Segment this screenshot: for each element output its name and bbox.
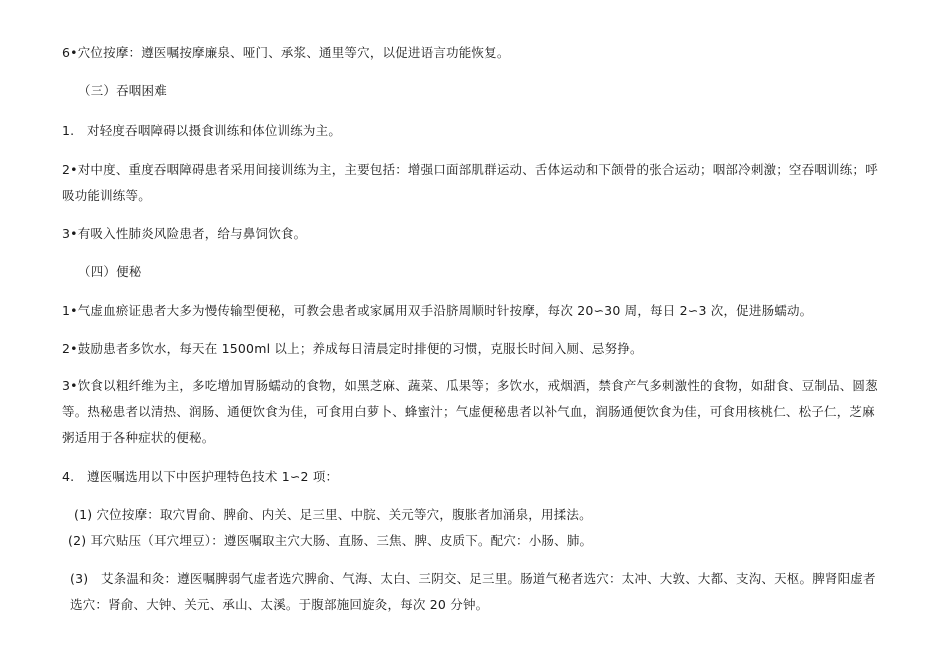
paragraph-constipation-3: 3•饮食以粗纤维为主，多吃增加胃肠蠕动的食物，如黑芝麻、蔬菜、瓜果等；多饮水，戒烟酒，禁食产气多刺激性的食物，如甜食、豆制品、圆葱等。热秘患者以清热、润肠、通便饮食为佳，可食用白萝卜、蜂蜜汁；气虚便秘患者以补气血，润肠通便饮食为佳，可食用核桃仁、松子仁，芝麻粥适用于各种症状的便秘。	[62, 378, 878, 445]
section-heading-dysphagia: （三）吞咽困难	[78, 83, 167, 98]
technique-3-moxibustion: (3) 艾条温和灸：遵医嘱脾弱气虚者选穴脾俞、气海、太白、三阴交、足三里。肠道气秘者选穴：太冲、大敦、大都、支沟、天枢。脾肾阳虚者选穴：肾俞、大钟、关元、承山、太溪。于腹部施回旋灸，每次 20 分钟。	[70, 571, 876, 612]
paragraph-constipation-2: 2•鼓励患者多饮水，每天在 1500ml 以上；养成每日清晨定时排便的习惯，克服长时间入厕、忌努挣。	[62, 341, 643, 356]
technique-2-ear-acupressure: (2) 耳穴贴压（耳穴埋豆）：遵医嘱取主穴大肠、直肠、三焦、脾、皮质下。配穴：小肠、肺。	[68, 533, 593, 548]
paragraph-constipation-4: 4. 遵医嘱选用以下中医护理特色技术 1∽2 项：	[62, 469, 339, 484]
paragraph-constipation-1: 1•气虚血瘀证患者大多为慢传输型便秘，可教会患者或家属用双手沿脐周顺时针按摩，每次 20∽30 周，每日 2∽3 次，促进肠蠕动。	[62, 303, 813, 318]
paragraph-dysphagia-2: 2•对中度、重度吞咽障碍患者采用间接训练为主，主要包括：增强口面部肌群运动、舌体运动和下颌骨的张合运动；咽部冷刺激；空吞咽训练；呼吸功能训练等。	[62, 162, 878, 203]
acupoint-massage-line: 6•穴位按摩：遵医嘱按摩廉泉、哑门、承浆、通里等穴，以促进语言功能恢复。	[62, 45, 510, 60]
technique-1-acupoint-massage: (1) 穴位按摩：取穴胃俞、脾俞、内关、足三里、中脘、关元等穴，腹胀者加涌泉，用揉法。	[74, 507, 592, 522]
paragraph-dysphagia-3: 3•有吸入性肺炎风险患者，给与鼻饲饮食。	[62, 226, 307, 241]
paragraph-dysphagia-1: 1. 对轻度吞咽障碍以摄食训练和体位训练为主。	[62, 123, 342, 138]
section-heading-constipation: （四）便秘	[78, 264, 142, 279]
